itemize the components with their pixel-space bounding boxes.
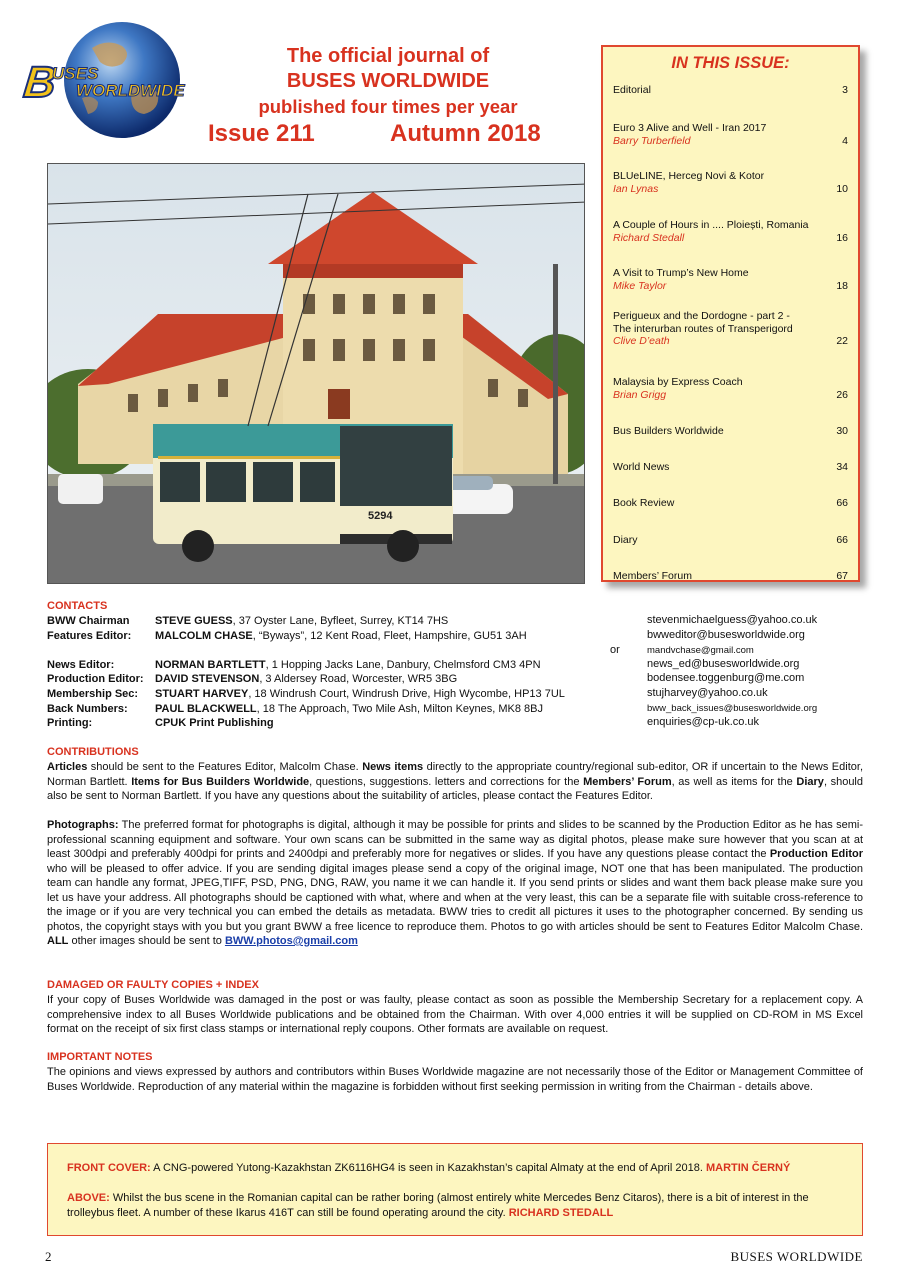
body-text: who will be pleased to offer advice. If you are sending digital images please send a copy of the original image, NOT one that has been manipulated. The production team can handle any format, JPEG,TIFF, PSD, PNG, DNG, RAW, you name it we can handle it. If you send prints or slides and want them back please make sure you let us have your address. All photographs should be captioned with what, where and when at the very least, this can be a separate file with suitable cross-reference to the image or if you are very technical you can embed the details as metadata. BWW tries to credit all pictures it uses to the photographer concerned. By sending us photos, the copyright stays with you but you grant BWW a free licence to reproduce them. Photos to go with articles should be sent to Features Editor Malcolm Chase.	[47, 862, 863, 933]
contact-email[interactable]: stujharvey@yahoo.co.uk	[647, 687, 768, 699]
contributions-paragraph	[47, 760, 863, 804]
contact-address	[155, 672, 457, 686]
contact-name: STEVE GUESS	[155, 615, 233, 627]
contact-address-rest: , 18 Windrush Court, Windrush Drive, High Wycombe, HP13 7UL	[248, 688, 565, 700]
toc-entry-page: 10	[836, 182, 848, 195]
contact-address	[155, 716, 274, 730]
masthead	[198, 44, 578, 149]
contact-role: Printing:	[47, 717, 93, 729]
toc-entry-author: Ian Lynas	[613, 182, 659, 195]
contact-role: BWW Chairman	[47, 615, 130, 627]
photographs-paragraph	[47, 818, 863, 949]
toc-entry-page: 18	[836, 279, 848, 292]
contact-name: STUART HARVEY	[155, 688, 249, 700]
toc-entry[interactable]	[613, 219, 848, 244]
body-text: , as well as items for the	[671, 775, 797, 788]
contact-email[interactable]: enquiries@cp-uk.co.uk	[647, 716, 760, 728]
contact-role: News Editor:	[47, 659, 115, 671]
body-text: The preferred format for photographs is digital, although it may be possible for prints and slides to be scanned by the Production Editor as he has semi-professional scanning equipment and software. Your own scans can be submitted in the same way as digital photos, please make sure however that you scan at at least 300dpi and preferably 400dpi for prints and 2400dpi and preferably more for negatives or slides. If you have any questions please contact the	[47, 819, 863, 860]
contact-role: Features Editor:	[47, 630, 132, 642]
logo-initial-b: B	[21, 58, 59, 107]
toc-entry-page: 67	[836, 570, 848, 582]
contact-email[interactable]: stevenmichaelguess@yahoo.co.uk	[647, 614, 818, 626]
toc-entry-page: 3	[842, 84, 848, 96]
photo-captions-box	[47, 1143, 863, 1236]
toc-entry-title: Editorial	[613, 84, 651, 96]
contact-email[interactable]: bww_back_issues@busesworldwide.org	[647, 703, 818, 714]
damaged-copies-text: If your copy of Buses Worldwide was damaged in the post or was faulty, please contact as soon as possible the Membership Secretary for a replacement copy. A comprehensive index to all Buses Worldwide publications and be obtained from the Chairman. With over 4,000 entries it will be supplied on CD-ROM in MS Excel format on the receipt of six first class stamps or international reply coupons. Other formats are available on request.	[47, 994, 863, 1035]
bus-fleet-number: 5294	[368, 510, 393, 522]
trolleybus-photo	[47, 163, 585, 584]
buses-worldwide-logo	[22, 18, 192, 143]
toc-entry[interactable]	[613, 122, 848, 147]
masthead-line-2: BUSES WORLDWIDE	[286, 70, 490, 92]
contributions-heading: CONTRIBUTIONS	[47, 746, 139, 758]
body-text: , should also be sent to Norman Bartlett. If you have any questions about the suitability of articles, please contact the Features Editor.	[47, 775, 863, 802]
contact-address-rest: , 18 The Approach, Two Mile Ash, Milton Keynes, MK8 8BJ	[256, 703, 543, 715]
alt-email-or: or	[610, 644, 620, 656]
contact-address	[155, 614, 448, 628]
contact-role: Membership Sec:	[47, 688, 139, 700]
issue-number: Issue 211	[208, 120, 315, 147]
contact-email[interactable]: news_ed@busesworldwide.org	[647, 658, 800, 670]
toc-entry[interactable]	[613, 461, 848, 474]
toc-entry-title: Diary	[613, 534, 638, 546]
toc-entry-title: Bus Builders Worldwide	[613, 425, 724, 437]
above-label: ABOVE:	[67, 1192, 110, 1204]
toc-entry[interactable]	[613, 310, 848, 348]
toc-entry-page: 34	[836, 461, 848, 473]
contents-title: IN THIS ISSUE:	[671, 54, 790, 72]
toc-entry[interactable]	[613, 267, 848, 292]
toc-entry-title: A Couple of Hours in .... Ploiești, Romania	[613, 219, 809, 231]
contact-email[interactable]: bwweditor@busesworldwide.org	[647, 629, 805, 641]
toc-entry[interactable]	[613, 376, 848, 401]
alt-email[interactable]: mandvchase@gmail.com	[647, 645, 754, 656]
above-credit: RICHARD STEDALL	[508, 1206, 614, 1219]
contact-address-rest: , 3 Aldersey Road, Worcester, WR5 3BG	[259, 673, 458, 685]
contact-name: DAVID STEVENSON	[155, 673, 260, 685]
toc-entry-page: 16	[836, 231, 848, 244]
toc-entry-page: 66	[836, 534, 848, 546]
contact-address	[155, 658, 541, 672]
toc-entry[interactable]	[613, 170, 848, 195]
toc-entry[interactable]	[613, 497, 848, 510]
body-text: should be sent to the Features Editor, Malcolm Chase.	[87, 761, 363, 773]
body-text: other images should be sent to	[68, 935, 225, 947]
toc-entry-title: Perigueux and the Dordogne - part 2 -	[613, 310, 790, 322]
contents-box	[601, 45, 860, 582]
body-text: directly to the appropriate country/regional sub-editor, OR if uncertain to the News Editor, Norman Bartlett.	[47, 761, 863, 788]
contact-address-rest: , 1 Hopping Jacks Lane, Danbury, Chelmsford CM3 4PN	[265, 659, 541, 671]
toc-entry-author: Clive D’eath	[613, 335, 670, 347]
contact-address	[155, 629, 527, 643]
toc-entry-title: BLUeLINE, Herceg Novi & Kotor	[613, 170, 765, 182]
front-cover-caption	[67, 1161, 843, 1176]
toc-entry-author: Richard Stedall	[613, 231, 685, 244]
toc-entry-page: 66	[836, 497, 848, 509]
emphasis-text: ALL	[47, 935, 69, 947]
contact-address	[155, 687, 565, 701]
toc-entry[interactable]	[613, 425, 848, 438]
trolleybus-scene-image	[48, 164, 585, 584]
contact-address-rest: , “Byways”, 12 Kent Road, Fleet, Hampshire, GU51 3AH	[252, 630, 527, 642]
contact-email[interactable]: bodensee.toggenburg@me.com	[647, 672, 805, 684]
emphasis-text: Diary	[796, 775, 824, 788]
contact-name: CPUK Print Publishing	[155, 717, 274, 729]
toc-entry-author: Mike Taylor	[613, 279, 667, 292]
toc-entry[interactable]	[613, 570, 848, 583]
issue-line	[198, 119, 578, 149]
photo-email-link[interactable]: BWW.photos@gmail.com	[224, 935, 358, 947]
emphasis-text: Members’ Forum	[583, 775, 672, 788]
emphasis-text: Items for Bus Builders Worldwide	[131, 775, 310, 788]
toc-entry-author: Barry Turberfield	[613, 134, 691, 147]
issue-season: Autumn 2018	[390, 120, 541, 147]
above-caption	[67, 1191, 843, 1220]
toc-entry-author: Brian Grigg	[613, 388, 667, 401]
toc-entry-title: A Visit to Trump’s New Home	[613, 267, 749, 279]
toc-entry-page: 22	[836, 335, 848, 347]
front-cover-label: FRONT COVER:	[67, 1162, 151, 1174]
logo-word-uses: USES	[52, 64, 99, 83]
damaged-copies-heading: DAMAGED OR FAULTY COPIES + INDEX	[47, 979, 259, 991]
contact-role: Back Numbers:	[47, 703, 128, 715]
contact-role: Production Editor:	[47, 673, 144, 685]
important-notes-heading: IMPORTANT NOTES	[47, 1051, 153, 1063]
toc-entry[interactable]	[613, 534, 848, 547]
contact-name: NORMAN BARTLETT	[155, 659, 266, 671]
masthead-line-3: published four times per year	[258, 96, 518, 117]
masthead-line-1: The official journal of	[286, 45, 490, 67]
contacts-heading: CONTACTS	[47, 600, 108, 612]
page-number: 2	[45, 1249, 52, 1264]
contact-address	[155, 702, 543, 716]
running-head: BUSES WORLDWIDE	[730, 1249, 863, 1264]
contact-address-rest: , 37 Oyster Lane, Byfleet, Surrey, KT14 7HS	[232, 615, 449, 627]
toc-entry-page: 30	[836, 425, 848, 437]
toc-entry[interactable]	[613, 84, 848, 97]
toc-entry-page: 26	[836, 388, 848, 401]
toc-entry-subtitle: The interurban routes of Transperigord	[613, 322, 793, 335]
toc-entry-title: World News	[613, 461, 670, 473]
front-cover-credit: MARTIN ČERNÝ	[705, 1162, 791, 1174]
contact-name: PAUL BLACKWELL	[155, 703, 257, 715]
toc-entry-title: Members’ Forum	[613, 570, 692, 582]
toc-entry-title: Malaysia by Express Coach	[613, 376, 743, 388]
logo-word-worldwide: WORLDWIDE	[76, 81, 185, 100]
toc-entry-title: Euro 3 Alive and Well - Iran 2017	[613, 122, 767, 134]
emphasis-text: Production Editor	[769, 848, 863, 860]
front-cover-text: A CNG-powered Yutong-Kazakhstan ZK6116HG4 is seen in Kazakhstan’s capital Almaty at the end of April 2018.	[150, 1162, 706, 1174]
emphasis-text: Photographs:	[47, 819, 119, 831]
toc-entry-title: Book Review	[613, 497, 675, 509]
contact-name: MALCOLM CHASE	[155, 630, 253, 642]
emphasis-text: Articles	[47, 761, 88, 773]
toc-entry-page: 4	[842, 134, 848, 147]
above-text: Whilst the bus scene in the Romanian capital can be rather boring (almost entirely white Mercedes Benz Citaros), there is a bit of interest in the trolleybus fleet. A number of these Ikarus 416T can still be found operating around the city.	[67, 1192, 809, 1219]
emphasis-text: News items	[362, 761, 424, 773]
important-notes-text: The opinions and views expressed by authors and contributors within Buses Worldwide magazine are not necessarily those of the Editor or Management Committee of Buses Worldwide. Reproduction of any material within the magazine is forbidden without first seeking permission in writing from the Chairman - details above.	[47, 1066, 863, 1093]
body-text: , questions, suggestions. letters and corrections for the	[309, 775, 584, 788]
